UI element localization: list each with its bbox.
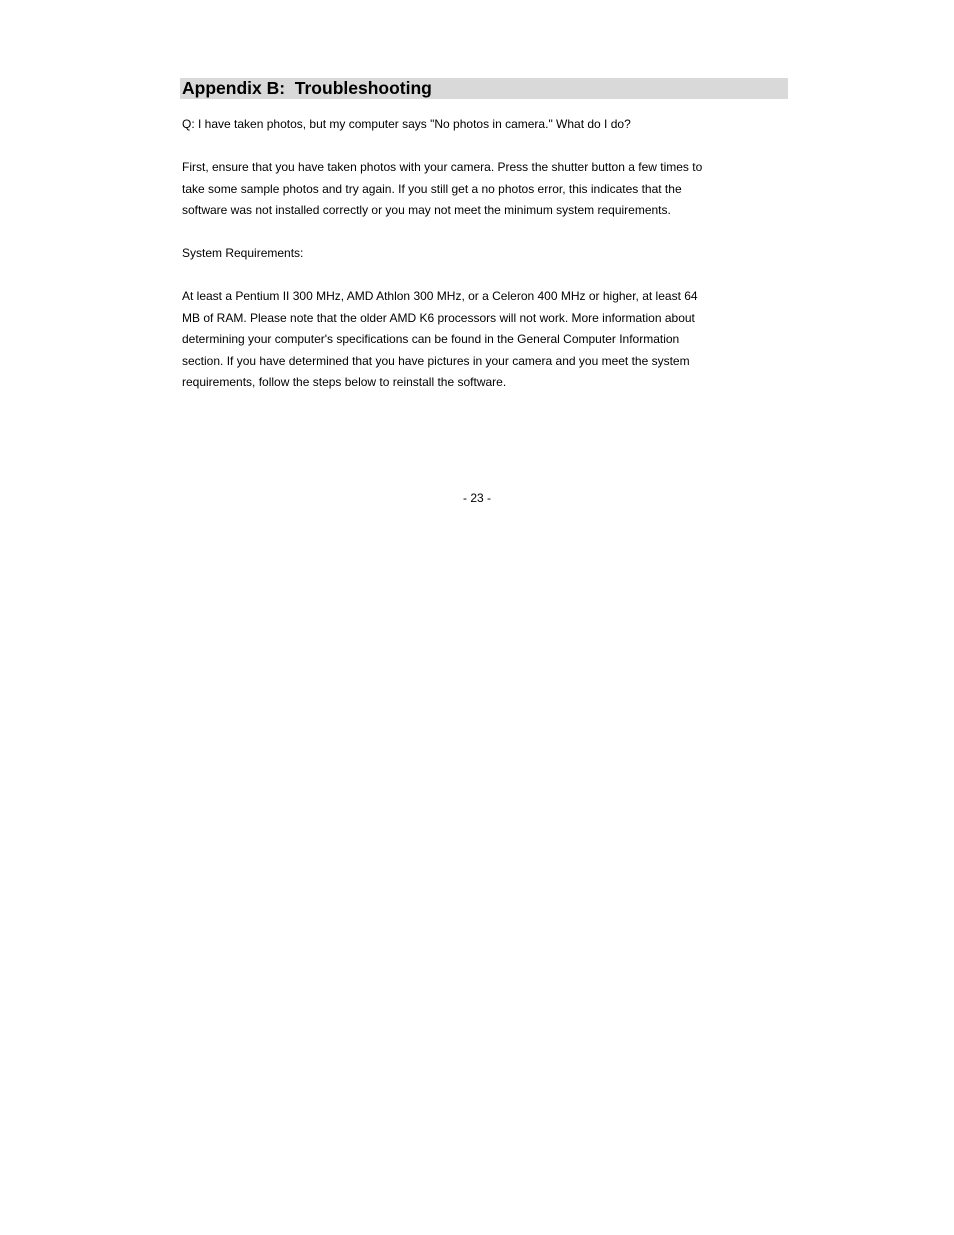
faq-answer [182, 157, 742, 222]
answer-line: take some sample photos and try again. If you still get a no photos error, this indicates that the [182, 181, 682, 196]
system-requirements-label: System Requirements: [182, 246, 304, 260]
section-heading: Appendix B: Troubleshooting [182, 78, 432, 98]
requirements-line: MB of RAM. Please note that the older AMD K6 processors will not work. More information about [182, 310, 695, 325]
faq-question: Q: I have taken photos, but my computer says "No photos in camera." What do I do? [182, 117, 631, 131]
page-number: - 23 - [462, 491, 491, 505]
requirements-line: determining your computer's specifications can be found in the General Computer Information [182, 332, 680, 346]
answer-line: First, ensure that you have taken photos with your camera. Press the shutter button a few times to [182, 160, 703, 174]
answer-line: software was not installed correctly or you may not meet the minimum system requirements. [182, 203, 671, 217]
system-requirements-text [182, 286, 742, 394]
requirements-line: requirements, follow the steps below to reinstall the software. [182, 375, 507, 389]
requirements-line: At least a Pentium II 300 MHz, AMD Athlon 300 MHz, or a Celeron 400 MHz or higher, at least 64 [182, 289, 698, 303]
requirements-line: section. If you have determined that you have pictures in your camera and you meet the system [182, 353, 690, 368]
